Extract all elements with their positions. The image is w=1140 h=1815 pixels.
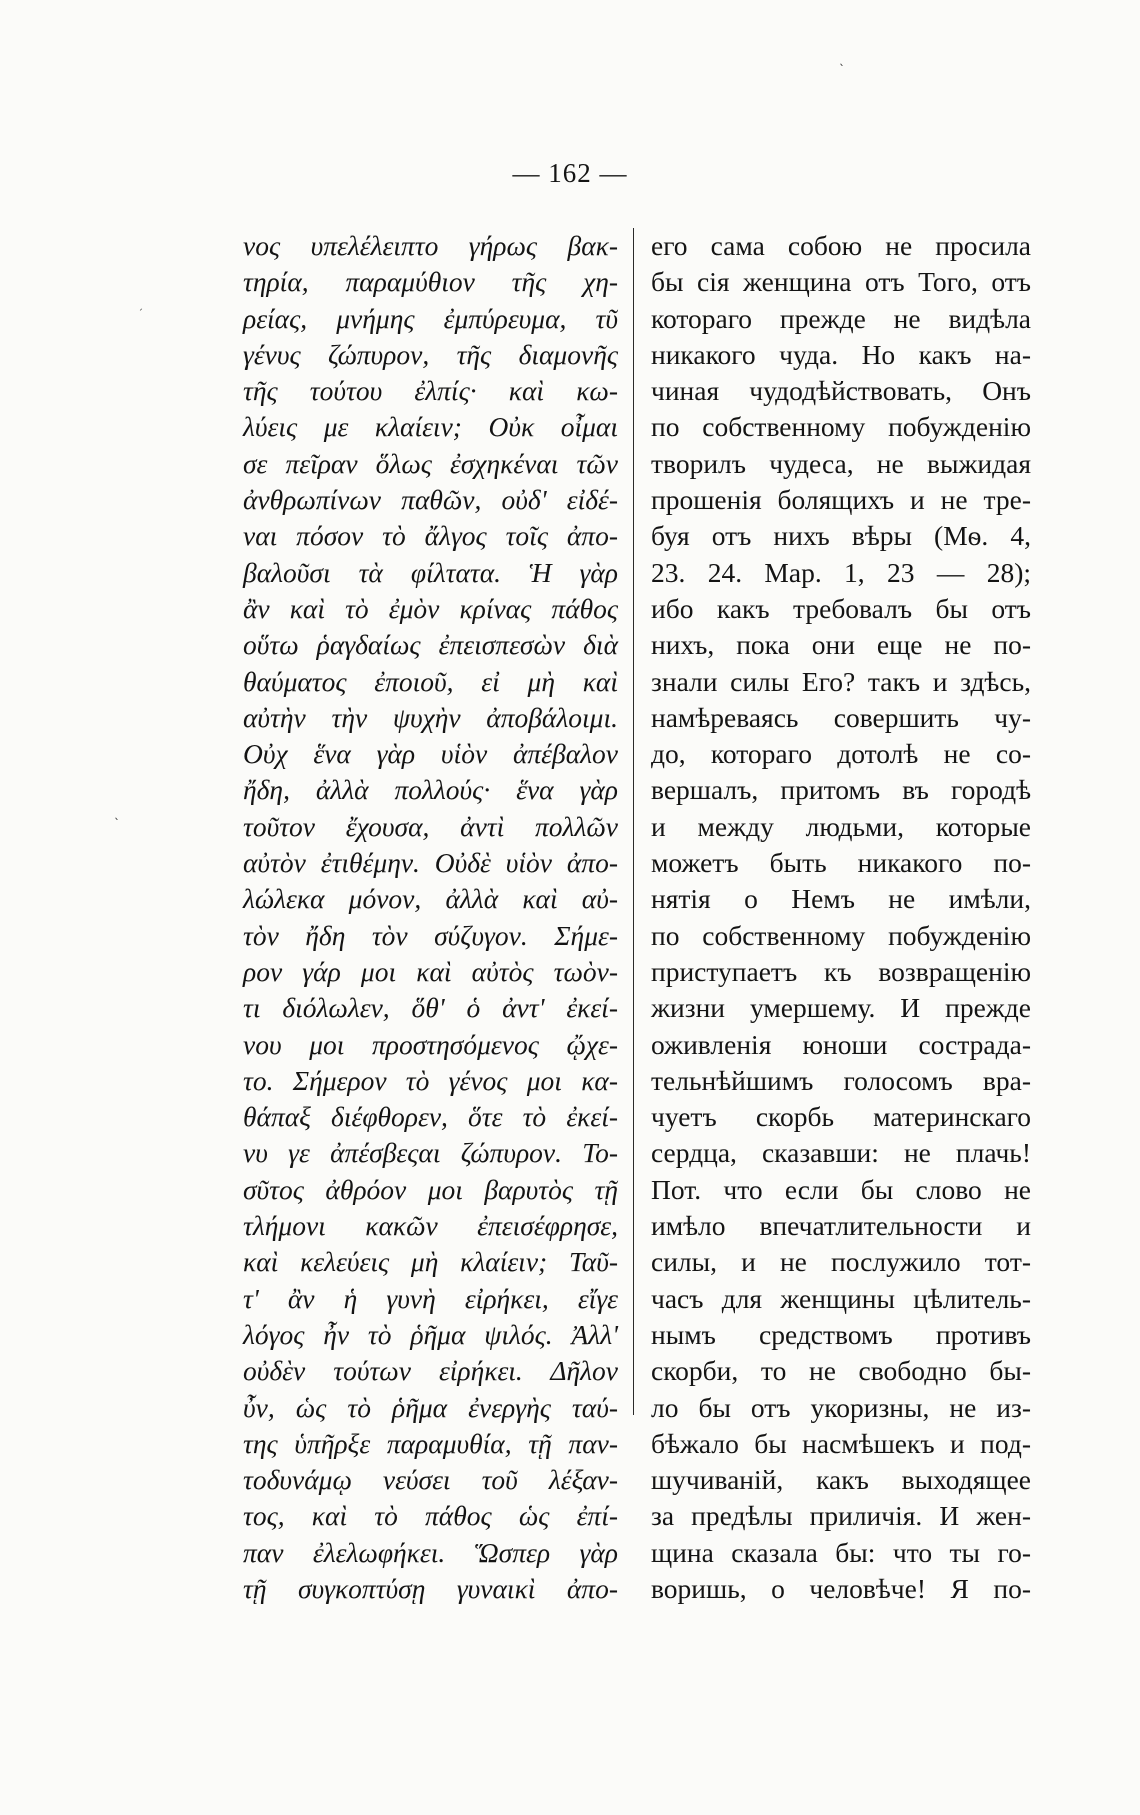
greek-text-line: της ὑπῆρξε παραμυθία, τῇ παν-: [243, 1427, 618, 1459]
russian-text-line: буя отъ нихъ вѣры (Мѳ. 4,: [651, 520, 1031, 552]
russian-text-line: нымъ средствомъ противъ: [651, 1318, 1031, 1350]
greek-text-line: βαλοῦσι τὰ φίλτατα. Ἡ γὰρ: [243, 556, 618, 588]
russian-text-line: 23. 24. Мар. 1, 23 — 28);: [651, 556, 1031, 588]
russian-text-line: никакого чуда. Но какъ на-: [651, 338, 1031, 370]
russian-text-line: котораго прежде не видѣла: [651, 302, 1031, 334]
greek-text-line: σῦτος ἀθρόον μοι βαρυτὸς τῇ: [243, 1173, 618, 1205]
russian-text-line: оживленія юноши сострада-: [651, 1028, 1031, 1060]
page-number: — 162 —: [512, 158, 628, 188]
greek-text-line: ναι πόσον τὸ ἄλγος τοῖς ἀπο-: [243, 520, 618, 552]
greek-text-line: σε πεῖραν ὅλως ἐσχηκέναι τῶν: [243, 447, 618, 479]
russian-text-line: скорби, то не свободно бы-: [651, 1355, 1031, 1387]
russian-text-line: творилъ чудеса, не выжидая: [651, 447, 1031, 479]
russian-text-line: по собственному побужденію: [651, 919, 1031, 951]
stray-mark: ˎ: [839, 52, 845, 66]
russian-text-line: ибо какъ требовалъ бы отъ: [651, 592, 1031, 624]
column-divider: [633, 228, 634, 1415]
greek-text-line: τῇ συγκοπτύσῃ γυναικὶ ἀπο-: [243, 1572, 618, 1604]
russian-text-line: чуетъ скорбь материнскаго: [651, 1101, 1031, 1133]
russian-text-line: приступаетъ къ возвращенію: [651, 955, 1031, 987]
greek-text-line: θάπαξ διέφθορεν, ὅτε τὸ ἐκεί-: [243, 1101, 618, 1133]
greek-text-line: καὶ κελεύεις μὴ κλαίειν; Ταῦ-: [243, 1246, 618, 1278]
russian-text-line: бы сія женщина отъ Того, отъ: [651, 266, 1031, 298]
russian-text-line: и между людьми, которые: [651, 810, 1031, 842]
greek-text-line: ἤδη, ἀλλὰ πολλούς· ἕνα γὰρ: [243, 774, 618, 806]
greek-text-line: νου μοι προστησόμενος ᾤχε-: [243, 1028, 618, 1060]
greek-text-line: τ' ἂν ἡ γυνὴ εἰρήκει, εἴγε: [243, 1282, 618, 1314]
greek-text-line: οὐδὲν τούτων εἰρήκει. Δῆλον: [243, 1355, 618, 1387]
russian-text-line: ло бы отъ укоризны, не из-: [651, 1391, 1031, 1423]
greek-text-line: ρον γάρ μοι καὶ αὐτὸς τωὸν-: [243, 955, 618, 987]
russian-text-line: за предѣлы приличія. И жен-: [651, 1500, 1031, 1532]
russian-text-line: его сама собою не просила: [651, 230, 1031, 261]
russian-text-line: тельнѣйшимъ голосомъ вра-: [651, 1064, 1031, 1096]
russian-text-line: бѣжало бы насмѣшекъ и под-: [651, 1427, 1031, 1459]
stray-mark: ˎ: [114, 806, 120, 820]
russian-text-line: можетъ быть никакого по-: [651, 847, 1031, 879]
greek-text-line: το. Σήμερον τὸ γένος μοι κα-: [243, 1064, 618, 1096]
greek-text-line: οὕτω ῥαγδαίως ἐπεισπεσὼν διὰ: [243, 629, 618, 661]
stray-mark: ˏ: [138, 300, 143, 311]
russian-text-line: нихъ, пока они еще не по-: [651, 629, 1031, 661]
russian-text-line: щина сказала бы: что ты го-: [651, 1536, 1031, 1568]
greek-text-line: ὖν, ὡς τὸ ῥῆμα ἐνεργὴς ταύ-: [243, 1391, 618, 1423]
greek-text-line: Οὐχ ἕνα γὰρ υἱὸν ἀπέβαλον: [243, 738, 618, 770]
greek-text-line: τοδυνάμῳ νεύσει τοῦ λέξαν-: [243, 1464, 618, 1496]
greek-text-line: τοῦτον ἔχουσα, ἀντὶ πολλῶν: [243, 810, 618, 842]
greek-text-line: τι διόλωλεν, ὅθ' ὁ ἀντ' ἐκεί-: [243, 992, 618, 1024]
greek-text-line: παν ἐλελωφήκει. Ὥσπερ γὰρ: [243, 1536, 618, 1568]
greek-text-line: νος υπελέλειπτο γήρως βακ-: [243, 230, 618, 261]
greek-text-line: τλήμονι κακῶν ἐπεισέφρησε,: [243, 1210, 618, 1242]
greek-text-line: αὐτὴν τὴν ψυχὴν ἀποβάλοιμι.: [243, 701, 618, 733]
russian-text-line: часъ для женщины цѣлитель-: [651, 1282, 1031, 1314]
greek-text-line: τος, καὶ τὸ πάθος ὡς ἐπί-: [243, 1500, 618, 1532]
greek-text-line: τῆς τούτου ἐλπίς· καὶ κω-: [243, 375, 618, 407]
russian-text-line: до, котораго дотолѣ не со-: [651, 738, 1031, 770]
russian-text-line: нятія о Немъ не имѣли,: [651, 883, 1031, 915]
greek-text-line: γένυς ζώπυρον, τῆς διαμονῆς: [243, 338, 618, 370]
greek-text-line: ρείας, μνήμης ἐμπύρευμα, τῦ: [243, 302, 618, 334]
russian-text-line: силы, и не послужило тот-: [651, 1246, 1031, 1278]
greek-text-line: τὸν ἤδη τὸν σύζυγον. Σήμε-: [243, 919, 618, 951]
greek-text-line: λώλεκα μόνον, ἀλλὰ καὶ αὐ-: [243, 883, 618, 915]
russian-text-line: жизни умершему. И прежде: [651, 992, 1031, 1024]
russian-text-line: имѣло впечатлительности и: [651, 1210, 1031, 1242]
russian-text-line: сердца, сказавши: не плачь!: [651, 1137, 1031, 1169]
russian-text-line: чиная чудодѣйствовать, Онъ: [651, 375, 1031, 407]
greek-text-line: νυ γε ἀπέσβεςαι ζώπυρον. Το-: [243, 1137, 618, 1169]
greek-text-line: θαύματος ἐποιοῦ, εἰ μὴ καὶ: [243, 665, 618, 697]
russian-text-line: прошенія болящихъ и не тре-: [651, 484, 1031, 516]
russian-text-line: вершалъ, притомъ въ городѣ: [651, 774, 1031, 806]
russian-text-column: [651, 228, 1031, 1607]
greek-text-line: ἂν καὶ τὸ ἐμὸν κρίνας πάθος: [243, 592, 618, 624]
russian-text-line: Пот. что если бы слово не: [651, 1173, 1031, 1205]
greek-text-line: λόγος ἦν τὸ ῥῆμα ψιλός. Ἀλλ': [243, 1318, 618, 1350]
russian-text-line: шучиваній, какъ выходящее: [651, 1464, 1031, 1496]
russian-text-line: знали силы Его? такъ и здѣсь,: [651, 665, 1031, 697]
russian-text-line: воришь, о человѣче! Я по-: [651, 1572, 1031, 1604]
greek-text-column: [243, 228, 618, 1607]
greek-text-line: λύεις με κλαίειν; Οὐκ οἶμαι: [243, 411, 618, 443]
greek-text-line: ἀνθρωπίνων παθῶν, οὐδ' εἰδέ-: [243, 484, 618, 516]
russian-text-line: по собственному побужденію: [651, 411, 1031, 443]
greek-text-line: τηρία, παραμύθιον τῆς χη-: [243, 266, 618, 298]
russian-text-line: намѣреваясь совершить чу-: [651, 701, 1031, 733]
greek-text-line: αὐτὸν ἐτιθέμην. Οὐδὲ υἱὸν ἀπο-: [243, 847, 618, 879]
